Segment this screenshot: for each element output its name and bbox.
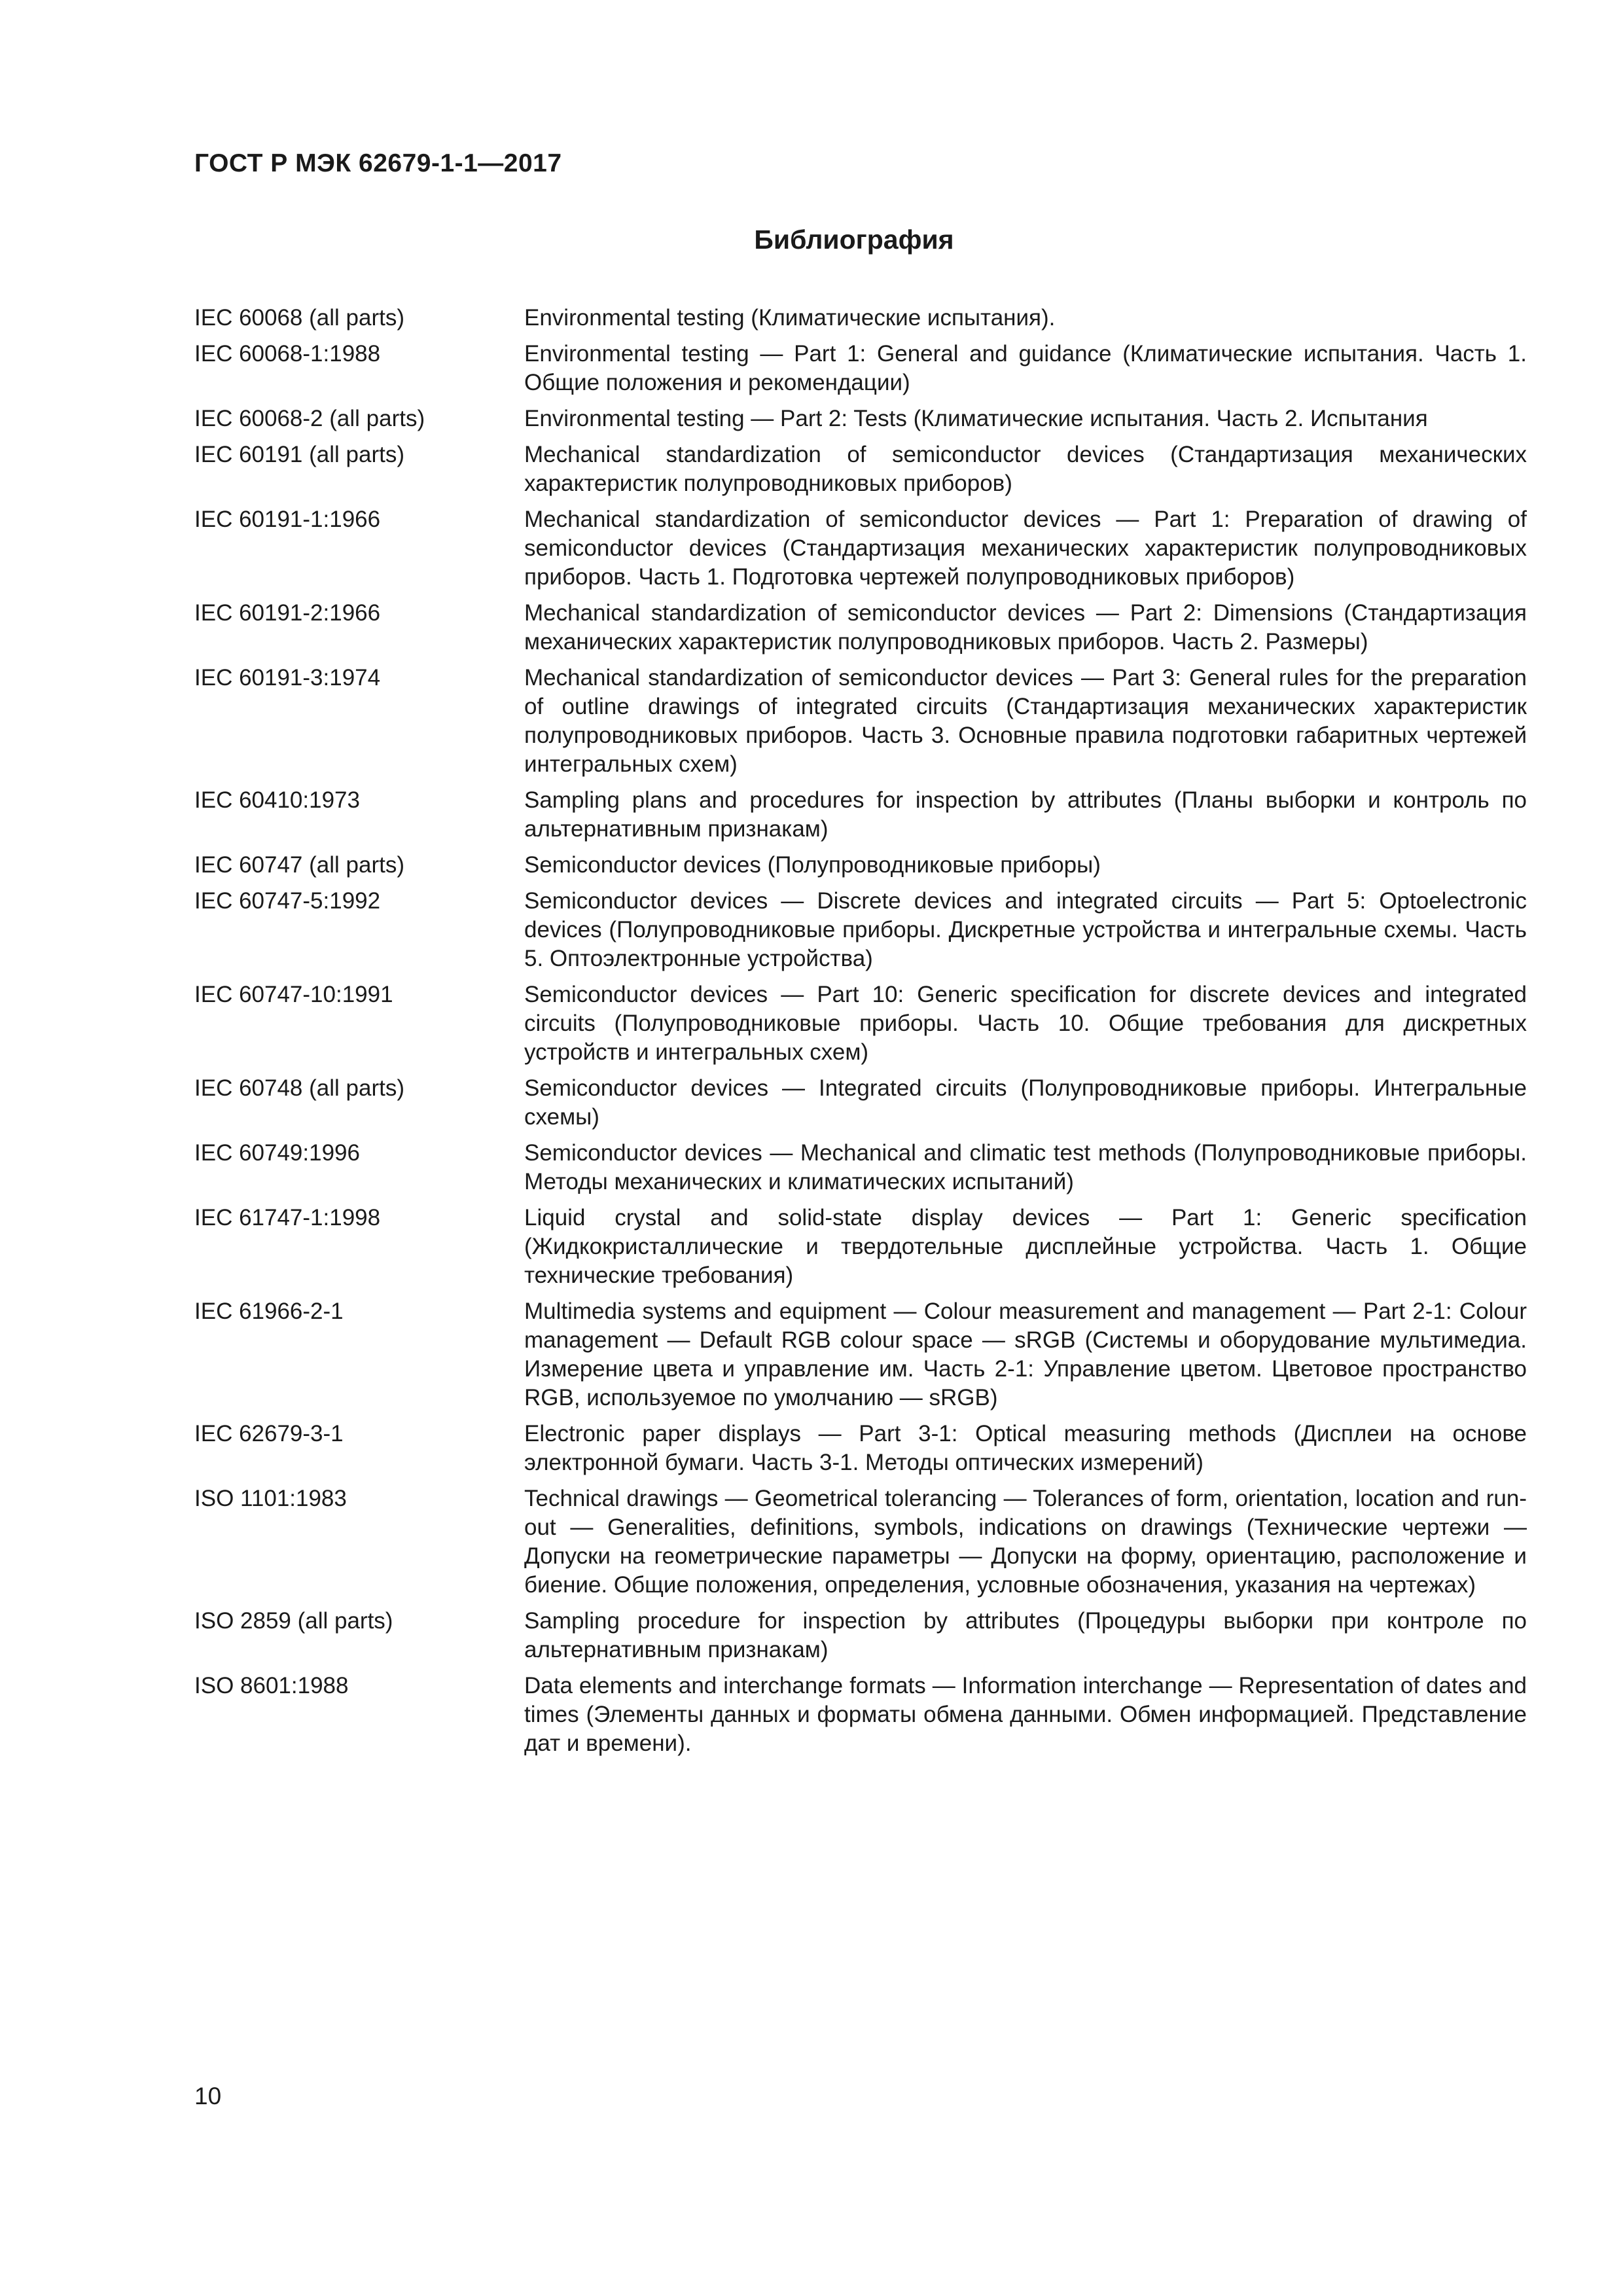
reference-code: IEC 60068 (all parts): [194, 305, 404, 331]
reference-title: Semiconductor devices — Part 10: Generic specification for discrete devices and integrated circuits (Полупроводниковые приборы. Часть 10. Общие требования для дискретных устройств и интегральных схем): [524, 982, 1527, 1065]
bibliography-entry: [194, 980, 1527, 1067]
reference-code: IEC 60068-1:1988: [194, 341, 381, 367]
reference-title: Semiconductor devices (Полупроводниковые приборы): [524, 852, 1101, 878]
reference-title: Multimedia systems and equipment — Colour measurement and management — Part 2-1: Colour management — Default RGB colour space — sRGB (Системы и оборудование мультимедиа. Измерение цвета и управление им. Часть 2-1: Управление цветом. Цветовое пространство RGB, используемое по умолчанию — sRGB): [524, 1299, 1527, 1410]
reference-title: Sampling plans and procedures for inspection by attributes (Планы выборки и контроль по альтернативным признакам): [524, 787, 1527, 842]
reference-title: Environmental testing — Part 1: General and guidance (Климатические испытания. Часть 1. Общие положения и рекомендации): [524, 341, 1527, 395]
bibliography-entry: [194, 1672, 1527, 1758]
bibliography-entry: [194, 505, 1527, 592]
reference-code: IEC 61747-1:1998: [194, 1205, 381, 1230]
reference-code: IEC 61966-2-1: [194, 1299, 344, 1324]
bibliography-entry: [194, 786, 1527, 844]
bibliography-entry: [194, 1074, 1527, 1132]
bibliography-entry: [194, 1204, 1527, 1290]
bibliography-entry: [194, 664, 1527, 779]
reference-code: ISO 2859 (all parts): [194, 1608, 393, 1634]
page-number: 10: [194, 2083, 222, 2109]
reference-code: IEC 60747-5:1992: [194, 888, 381, 914]
bibliography-entry: [194, 851, 1527, 880]
reference-code: IEC 60191-3:1974: [194, 665, 381, 691]
bibliography-entry: [194, 1297, 1527, 1412]
reference-title: Liquid crystal and solid-state display devices — Part 1: Generic specification (Жидкокристаллические и твердотельные дисплейные устройства. Часть 1. Общие технические требования): [524, 1205, 1527, 1288]
reference-code: IEC 60068-2 (all parts): [194, 406, 425, 431]
bibliography-entry: [194, 1139, 1527, 1196]
reference-title: Mechanical standardization of semiconductor devices — Part 2: Dimensions (Стандартизация механических характеристик полупроводниковых приборов. Часть 2. Размеры): [524, 600, 1527, 655]
bibliography-entry: [194, 340, 1527, 397]
reference-title: Sampling procedure for inspection by attributes (Процедуры выборки при контроле по альтернативным признакам): [524, 1608, 1527, 1662]
reference-code: IEC 60191-1:1966: [194, 507, 381, 532]
reference-code: IEC 60749:1996: [194, 1140, 360, 1166]
reference-title: Mechanical standardization of semiconductor devices (Стандартизация механических характеристик полупроводниковых приборов): [524, 442, 1527, 496]
reference-code: IEC 60191-2:1966: [194, 600, 381, 626]
bibliography-entry: [194, 599, 1527, 656]
reference-title: Environmental testing — Part 2: Tests (Климатические испытания. Часть 2. Испытания: [524, 406, 1428, 431]
reference-code: IEC 60747-10:1991: [194, 982, 393, 1007]
reference-code: IEC 60191 (all parts): [194, 442, 404, 467]
reference-code: ISO 8601:1988: [194, 1673, 349, 1698]
reference-code: IEC 60410:1973: [194, 787, 360, 813]
reference-title: Data elements and interchange formats — Information interchange — Representation of dates and times (Элементы данных и форматы обмена данными. Обмен информацией. Представление дат и времени).: [524, 1673, 1527, 1756]
reference-code: ISO 1101:1983: [194, 1486, 347, 1511]
reference-title: Mechanical standardization of semiconductor devices — Part 1: Preparation of drawing of semiconductor devices (Стандартизация механических характеристик полупроводниковых приборов. Часть 1. Подготовка чертежей полупроводниковых приборов): [524, 507, 1527, 590]
bibliography-entry: [194, 440, 1527, 498]
bibliography-entry: [194, 887, 1527, 973]
bibliography-list: [194, 304, 1527, 1765]
bibliography-entry: [194, 1420, 1527, 1477]
reference-title: Mechanical standardization of semiconductor devices — Part 3: General rules for the preparation of outline drawings of integrated circuits (Стандартизация механических характеристик полупроводниковых приборов. Часть 3. Основные правила подготовки габаритных чертежей интегральных схем): [524, 665, 1527, 777]
standard-designation: ГОСТ Р МЭК 62679-1-1—2017: [194, 149, 562, 177]
bibliography-entry: [194, 404, 1527, 433]
reference-title: Semiconductor devices — Integrated circuits (Полупроводниковые приборы. Интегральные схемы): [524, 1075, 1527, 1130]
bibliography-entry: [194, 1484, 1527, 1600]
reference-code: IEC 62679-3-1: [194, 1421, 344, 1446]
reference-title: Electronic paper displays — Part 3-1: Optical measuring methods (Дисплеи на основе электронной бумаги. Часть 3-1. Методы оптических измерений): [524, 1421, 1527, 1475]
bibliography-entry: [194, 1607, 1527, 1664]
reference-title: Semiconductor devices — Discrete devices and integrated circuits — Part 5: Optoelectronic devices (Полупроводниковые приборы. Дискретные устройства и интегральные схемы. Часть 5. Оптоэлектронные устройства): [524, 888, 1527, 971]
section-title: Библиография: [754, 224, 954, 255]
reference-code: IEC 60748 (all parts): [194, 1075, 404, 1101]
reference-title: Semiconductor devices — Mechanical and climatic test methods (Полупроводниковые приборы. Методы механических и климатических испытаний): [524, 1140, 1527, 1194]
reference-title: Environmental testing (Климатические испытания).: [524, 305, 1056, 331]
reference-code: IEC 60747 (all parts): [194, 852, 404, 878]
reference-title: Technical drawings — Geometrical tolerancing — Tolerances of form, orientation, location and run-out — Generalities, definitions, symbols, indications on drawings (Технические чертежи — Допуски на геометрические параметры — Допуски на форму, ориентацию, расположение и биение. Общие положения, определения, условные обозначения, указания на чертежах): [524, 1486, 1527, 1598]
bibliography-entry: [194, 304, 1527, 332]
